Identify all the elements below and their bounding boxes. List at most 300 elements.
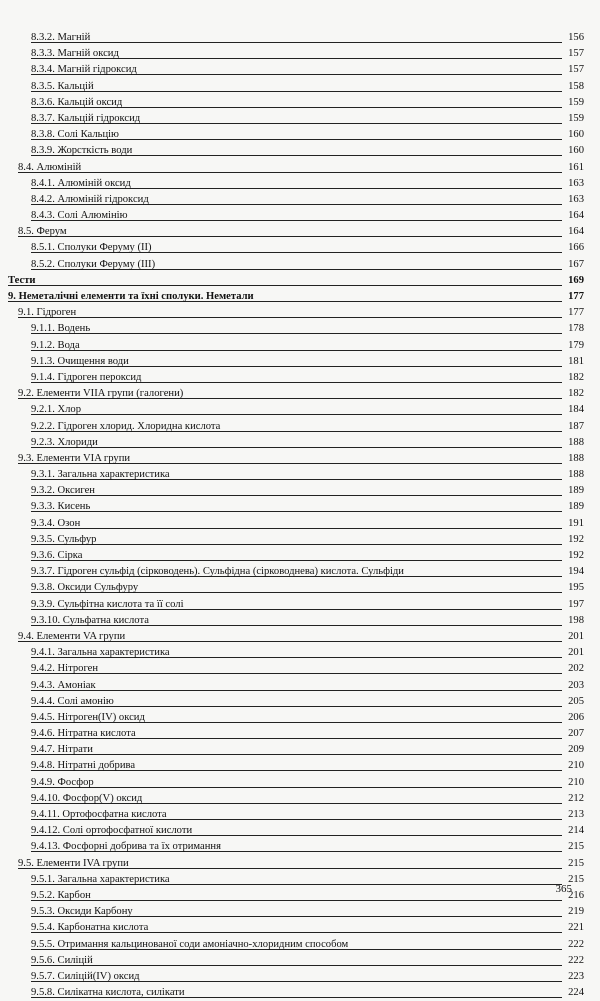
toc-leader-line <box>31 333 562 334</box>
toc-entry-title: Сульфітна кислота та її солі <box>57 598 184 610</box>
toc-entry-page: 198 <box>568 614 584 626</box>
toc-leader-line <box>31 673 562 674</box>
toc-entry-label <box>31 678 96 694</box>
toc-entry-title: Кальцій оксид <box>57 96 123 108</box>
toc-entry-number: 9.4.11. <box>31 809 60 820</box>
toc-entry-label <box>31 823 192 839</box>
toc-entry <box>0 985 600 1001</box>
toc-entry-label <box>18 224 67 240</box>
toc-entry-page: 192 <box>568 533 584 545</box>
toc-leader-line <box>31 900 562 901</box>
toc-entry-number: 8.5.1. <box>31 242 55 254</box>
toc-entry-page: 166 <box>568 242 584 254</box>
toc-entry-number: 9.1.2. <box>31 339 55 351</box>
toc-entry-number: 9.4.4. <box>31 695 55 707</box>
toc-entry-number: 8.4.1. <box>31 177 55 189</box>
toc-entry-page: 219 <box>568 906 584 918</box>
toc-entry-title: Нітроген <box>57 663 99 675</box>
toc-entry-title: Магній гідроксид <box>57 64 137 76</box>
toc-entry-number: 9.3.5. <box>31 533 55 545</box>
toc-entry <box>0 321 600 337</box>
toc-entry <box>0 499 600 515</box>
toc-entry <box>0 597 600 613</box>
toc-entry <box>0 208 600 224</box>
toc-entry-number: 9.4.12. <box>31 825 61 837</box>
toc-entry-number: 8.5. <box>18 226 34 238</box>
toc-entry <box>0 645 600 661</box>
toc-entry-number: 9.3.10. <box>31 614 61 626</box>
toc-entry-title: Фосфор(V) оксид <box>62 792 143 804</box>
toc-leader-line <box>31 965 562 966</box>
toc-entry-number: 9.4.3. <box>31 679 55 691</box>
toc-entry-page: 197 <box>568 598 584 610</box>
toc-entry-number: 9.5.5. <box>31 938 55 950</box>
toc-entry-title: Нітрати <box>57 744 93 756</box>
toc-leader-line <box>31 787 562 788</box>
toc-entry <box>0 516 600 532</box>
toc-entry-title: Кальцій гідроксид <box>57 112 141 124</box>
toc-entry-label <box>18 451 130 467</box>
toc-entry-title: Елементи VIA групи <box>36 452 131 464</box>
toc-entry-label <box>31 645 170 661</box>
toc-entry-label <box>31 726 136 742</box>
toc-entry-label <box>31 597 184 613</box>
toc-leader-line <box>31 42 562 43</box>
toc-entry-page: 192 <box>568 550 584 561</box>
toc-entry <box>0 953 600 969</box>
toc-entry-title: Карбонатна кислота <box>57 922 149 934</box>
toc-entry-label <box>31 338 80 354</box>
toc-entry-page: 163 <box>568 193 584 205</box>
toc-entry-number: 9.4.9. <box>31 776 55 788</box>
toc-entry-label <box>31 532 96 548</box>
toc-entry-title: Нітратні добрива <box>57 760 136 772</box>
toc-entry-label <box>31 872 170 888</box>
toc-entry-number: 9.4.13. <box>31 841 61 853</box>
toc-entry-page: 177 <box>568 307 584 319</box>
toc-entry-page: 210 <box>568 760 584 772</box>
toc-entry-label <box>31 143 132 159</box>
toc-entry-page: 159 <box>568 112 584 124</box>
toc-entry <box>0 305 600 321</box>
toc-entry-number: 9.4.10. <box>31 792 61 804</box>
toc-entry-page: 209 <box>568 744 584 756</box>
toc-entry-label <box>31 985 185 1001</box>
toc-entry-title: Тести <box>8 274 36 286</box>
toc-entry-page: 182 <box>568 388 584 400</box>
toc-entry-label <box>31 758 135 774</box>
toc-entry <box>0 532 600 548</box>
toc-entry-number: 9.4. <box>18 630 34 642</box>
toc-entry <box>0 289 600 305</box>
toc-entry <box>0 240 600 256</box>
toc-entry-number: 8.4. <box>18 161 34 173</box>
toc-leader-line <box>31 447 562 448</box>
toc-entry-label <box>8 289 254 305</box>
toc-entry-page: 188 <box>568 452 584 464</box>
toc-entry-page: 223 <box>568 970 584 982</box>
toc-entry-title: Загальна характеристика <box>57 469 170 481</box>
toc-entry <box>0 758 600 774</box>
toc-entry-page: 201 <box>568 630 584 642</box>
toc-entry-page: 187 <box>568 420 584 432</box>
toc-entry <box>0 564 600 580</box>
toc-entry-page: 195 <box>568 582 584 594</box>
toc-entry <box>0 62 600 78</box>
toc-entry-page: 201 <box>568 647 584 659</box>
toc-entry-number: 8.3.2. <box>31 32 55 43</box>
toc-leader-line <box>31 350 562 351</box>
toc-entry-label <box>18 386 183 402</box>
toc-entry-label <box>31 79 94 95</box>
toc-entry-page: 212 <box>568 792 584 804</box>
toc-entry-number: 9.4.6. <box>31 728 55 740</box>
toc-entry <box>0 548 600 564</box>
toc-entry <box>0 111 600 127</box>
toc-entry-page: 159 <box>568 96 584 108</box>
toc-entry-page: 203 <box>568 679 584 691</box>
toc-entry <box>0 95 600 111</box>
toc-entry-number: 8.3.4. <box>31 64 55 76</box>
toc-entry-title: Сполуки Феруму (III) <box>57 258 156 270</box>
toc-entry <box>0 678 600 694</box>
toc-entry-number: 9.3.1. <box>31 469 55 481</box>
toc-entry-title: Амоніак <box>57 679 96 691</box>
toc-entry-title: Алюміній <box>36 161 82 173</box>
toc-entry-page: 222 <box>568 954 584 966</box>
toc-entry-number: 9.4.7. <box>31 744 55 756</box>
toc-entry <box>0 354 600 370</box>
toc-entry-number: 8.3.9. <box>31 145 55 157</box>
toc-entry <box>0 386 600 402</box>
page-number: 365 <box>555 883 572 895</box>
toc-entry-label <box>31 953 93 969</box>
toc-entry-number: 9.3.3. <box>31 501 55 513</box>
toc-leader-line <box>31 91 562 92</box>
toc-entry-number: 9.1.4. <box>31 371 55 383</box>
toc-entry-page: 194 <box>568 566 584 578</box>
toc-entry <box>0 435 600 451</box>
toc-entry-page: 216 <box>568 889 584 901</box>
toc-entry-page: 214 <box>568 825 584 837</box>
toc-entry-page: 161 <box>568 161 584 173</box>
toc-entry-number: 8.3.6. <box>31 96 55 108</box>
toc-entry <box>0 127 600 143</box>
toc-entry-number: 9.5.8. <box>31 987 55 999</box>
toc-entry-label <box>31 839 221 855</box>
toc-entry-number: 9.3.6. <box>31 550 55 561</box>
toc-entry-page: 188 <box>568 469 584 481</box>
toc-entry-title: Магній оксид <box>57 48 119 60</box>
toc-entry <box>0 920 600 936</box>
toc-entry-page: 191 <box>568 517 584 529</box>
toc-leader-line <box>31 528 562 529</box>
toc-entry-label <box>31 742 93 758</box>
toc-entry-title: Силікатна кислота, силікати <box>57 987 185 999</box>
toc-entry-title: Сполуки Феруму (II) <box>57 242 152 254</box>
toc-entry <box>0 370 600 386</box>
toc-entry-label <box>31 419 220 435</box>
toc-entry <box>0 451 600 467</box>
toc-entry <box>0 224 600 240</box>
toc-entry-title: Солі Алюмінію <box>57 210 128 222</box>
toc-entry-page: 213 <box>568 809 584 820</box>
toc-entry-page: 178 <box>568 323 584 335</box>
toc-entry-page: 156 <box>568 32 584 43</box>
toc-entry-number: 9.5.1. <box>31 873 55 885</box>
toc-entry-page: 163 <box>568 177 584 189</box>
toc-entry-title: Озон <box>57 517 81 529</box>
toc-entry-number: 9.2.2. <box>31 420 55 432</box>
toc-entry-page: 184 <box>568 404 584 416</box>
toc-entry-label <box>31 613 149 629</box>
toc-entry-number: 9.3.7. <box>31 566 55 578</box>
table-of-contents <box>0 30 600 1001</box>
toc-entry-label <box>31 192 149 208</box>
toc-entry-page: 167 <box>568 258 584 270</box>
toc-entry-title: Силіцій(IV) оксид <box>57 970 140 982</box>
toc-entry-page: 160 <box>568 145 584 157</box>
toc-entry-number: 9.3. <box>18 452 34 464</box>
toc-entry-label <box>31 499 90 515</box>
toc-entry-page: 221 <box>568 922 584 934</box>
toc-entry-page: 189 <box>568 501 584 513</box>
toc-entry-label <box>31 969 140 985</box>
toc-entry <box>0 742 600 758</box>
toc-entry-title: Оксиди Карбону <box>57 906 133 918</box>
toc-entry-title: Жорсткість води <box>57 145 133 157</box>
toc-entry <box>0 30 600 46</box>
toc-entry-label <box>31 483 95 499</box>
toc-entry-title: Отримання кальцинованої соди амоніачно-хлоридним способом <box>57 938 349 950</box>
toc-entry-label <box>31 920 148 936</box>
toc-entry <box>0 192 600 208</box>
toc-entry-label <box>31 548 83 564</box>
toc-entry-number: 9.4.5. <box>31 711 55 723</box>
toc-entry <box>0 580 600 596</box>
toc-entry-title: Сірка <box>57 550 83 561</box>
toc-leader-line <box>31 495 562 496</box>
toc-entry-label <box>31 710 145 726</box>
toc-entry-page: 222 <box>568 938 584 950</box>
toc-entry-title: Солі амонію <box>57 695 114 707</box>
toc-entry-number: 9.2.1. <box>31 404 55 416</box>
toc-entry-page: 205 <box>568 695 584 707</box>
toc-entry-title: Хлор <box>57 404 82 416</box>
toc-entry <box>0 613 600 629</box>
toc-entry-title: Очищення води <box>57 355 129 367</box>
toc-entry <box>0 483 600 499</box>
toc-entry-label <box>31 46 119 62</box>
toc-entry-title: Оксиген <box>57 485 95 497</box>
toc-entry-label <box>31 257 155 273</box>
toc-entry-label <box>31 95 122 111</box>
toc-entry-label <box>18 629 125 645</box>
toc-entry-page: 164 <box>568 210 584 222</box>
toc-entry-title: Елементи VA групи <box>36 630 126 642</box>
toc-entry <box>0 856 600 872</box>
toc-entry-label <box>31 240 152 256</box>
toc-entry-number: 9.2.3. <box>31 436 55 448</box>
toc-entry-title: Гідроген хлорид. Хлоридна кислота <box>57 420 221 432</box>
toc-entry-number: 8.3.3. <box>31 48 55 60</box>
toc-entry <box>0 402 600 418</box>
toc-entry-title: Нітратна кислота <box>57 728 136 740</box>
toc-entry-title: Загальна характеристика <box>57 647 170 659</box>
toc-entry-title: Сульфур <box>57 533 97 545</box>
toc-entry <box>0 872 600 888</box>
toc-leader-line <box>18 172 562 173</box>
toc-entry <box>0 791 600 807</box>
toc-entry-number: 9.1.3. <box>31 355 55 367</box>
toc-entry-label <box>31 111 140 127</box>
toc-entry <box>0 629 600 645</box>
toc-entry-page: 158 <box>568 80 584 92</box>
toc-entry-label <box>31 467 170 483</box>
toc-entry-label <box>31 694 114 710</box>
toc-entry <box>0 46 600 62</box>
toc-leader-line <box>31 511 562 512</box>
toc-entry-label <box>18 856 129 872</box>
toc-entry-label <box>31 402 81 418</box>
toc-entry-title: Гідроген пероксид <box>57 371 142 383</box>
toc-entry <box>0 807 600 823</box>
toc-entry-label <box>31 904 133 920</box>
toc-entry <box>0 823 600 839</box>
toc-entry-label <box>31 176 131 192</box>
toc-entry-number: 9.5.7. <box>31 970 55 982</box>
toc-entry-label <box>18 305 76 321</box>
toc-entry <box>0 273 600 289</box>
toc-leader-line <box>18 236 562 237</box>
toc-entry-label <box>31 127 119 143</box>
toc-entry-number: 8.5.2. <box>31 258 55 270</box>
toc-entry-number: 8.4.3. <box>31 210 55 222</box>
toc-entry-page: 157 <box>568 48 584 60</box>
toc-entry-page: 206 <box>568 711 584 723</box>
toc-entry-title: Нітроген(IV) оксид <box>57 711 145 723</box>
toc-entry-title: Силіцій <box>57 954 93 966</box>
toc-entry-label <box>31 888 91 904</box>
toc-entry-number: 9.5.6. <box>31 954 55 966</box>
toc-entry-number: 9.3.8. <box>31 582 55 594</box>
toc-entry-number: 9.5. <box>18 857 34 869</box>
toc-entry-number: 9.4.2. <box>31 663 55 675</box>
toc-entry-label <box>31 937 348 953</box>
toc-entry <box>0 969 600 985</box>
toc-entry-title: Солі Кальцію <box>57 129 119 141</box>
toc-entry <box>0 467 600 483</box>
toc-entry-page: 177 <box>568 291 584 302</box>
toc-entry-page: 207 <box>568 728 584 740</box>
toc-entry-title: Фосфор <box>57 776 94 788</box>
toc-entry-title: Водень <box>57 323 91 335</box>
toc-entry-title: Елементи VIIA групи (галогени) <box>36 388 184 400</box>
toc-entry-number: 9.5.2. <box>31 889 55 901</box>
toc-entry <box>0 888 600 904</box>
toc-entry-label <box>8 273 36 289</box>
toc-entry-title: Фосфорні добрива та їх отримання <box>62 841 221 853</box>
toc-entry <box>0 726 600 742</box>
toc-entry-number: 8.3.7. <box>31 112 55 124</box>
toc-entry-label <box>31 370 141 386</box>
toc-entry-title: Ортофосфатна кислота <box>62 809 167 820</box>
toc-entry-title: Оксиди Сульфуру <box>57 582 139 594</box>
toc-entry-label <box>31 564 404 580</box>
toc-entry <box>0 661 600 677</box>
toc-entry-number: 9.1. <box>18 307 34 319</box>
toc-entry-page: 210 <box>568 776 584 788</box>
toc-entry-title: Вода <box>57 339 80 351</box>
toc-entry <box>0 160 600 176</box>
toc-entry-number: 8.3.5. <box>31 80 55 92</box>
toc-entry-page: 188 <box>568 436 584 448</box>
toc-entry-title: Алюміній гідроксид <box>57 193 149 205</box>
toc-entry-number: 9. <box>8 291 16 302</box>
toc-entry <box>0 419 600 435</box>
toc-entry <box>0 338 600 354</box>
toc-entry-title: Хлориди <box>57 436 98 448</box>
toc-entry-title: Кисень <box>57 501 91 513</box>
toc-entry-label <box>31 516 80 532</box>
toc-entry-number: 9.3.9. <box>31 598 55 610</box>
toc-entry-page: 157 <box>568 64 584 76</box>
toc-leader-line <box>31 754 562 755</box>
toc-entry-title: Гідроген <box>36 307 77 319</box>
toc-entry-title: Загальна характеристика <box>57 873 170 885</box>
toc-entry-number: 8.4.2. <box>31 193 55 205</box>
toc-entry-title: Магній <box>57 32 91 43</box>
toc-entry-label <box>31 580 138 596</box>
toc-entry-number: 9.5.4. <box>31 922 55 934</box>
toc-leader-line <box>18 317 562 318</box>
toc-entry-label <box>18 160 81 176</box>
toc-entry <box>0 79 600 95</box>
toc-entry-page: 215 <box>568 841 584 853</box>
toc-entry-page: 164 <box>568 226 584 238</box>
toc-entry-title: Неметалічні елементи та їхні сполуки. Неметали <box>18 291 254 302</box>
toc-entry-number: 9.5.3. <box>31 906 55 918</box>
toc-entry-number: 9.1.1. <box>31 323 55 335</box>
toc-entry-title: Ферум <box>36 226 67 238</box>
toc-entry-title: Елементи IVA групи <box>36 857 129 869</box>
toc-entry-label <box>31 321 90 337</box>
toc-entry-number: 9.3.4. <box>31 517 55 529</box>
toc-entry-number: 9.4.8. <box>31 760 55 772</box>
toc-entry-label <box>31 435 98 451</box>
toc-entry <box>0 937 600 953</box>
toc-entry-title: Алюміній оксид <box>57 177 131 189</box>
toc-entry-title: Карбон <box>57 889 91 901</box>
toc-entry-page: 224 <box>568 987 584 999</box>
toc-entry-page: 182 <box>568 371 584 383</box>
toc-entry-page: 202 <box>568 663 584 675</box>
toc-entry-label <box>31 30 90 46</box>
toc-entry-title: Солі ортофосфатної кислоти <box>62 825 193 837</box>
toc-entry-page: 215 <box>568 857 584 869</box>
toc-leader-line <box>31 560 562 561</box>
toc-entry-label <box>31 807 167 823</box>
toc-leader-line <box>31 544 562 545</box>
toc-entry <box>0 904 600 920</box>
toc-leader-line <box>8 285 562 286</box>
toc-entry-page: 189 <box>568 485 584 497</box>
toc-leader-line <box>31 690 562 691</box>
toc-entry-label <box>31 661 98 677</box>
toc-entry-page: 215 <box>568 873 584 885</box>
toc-entry-label <box>31 354 129 370</box>
toc-entry-page: 181 <box>568 355 584 367</box>
